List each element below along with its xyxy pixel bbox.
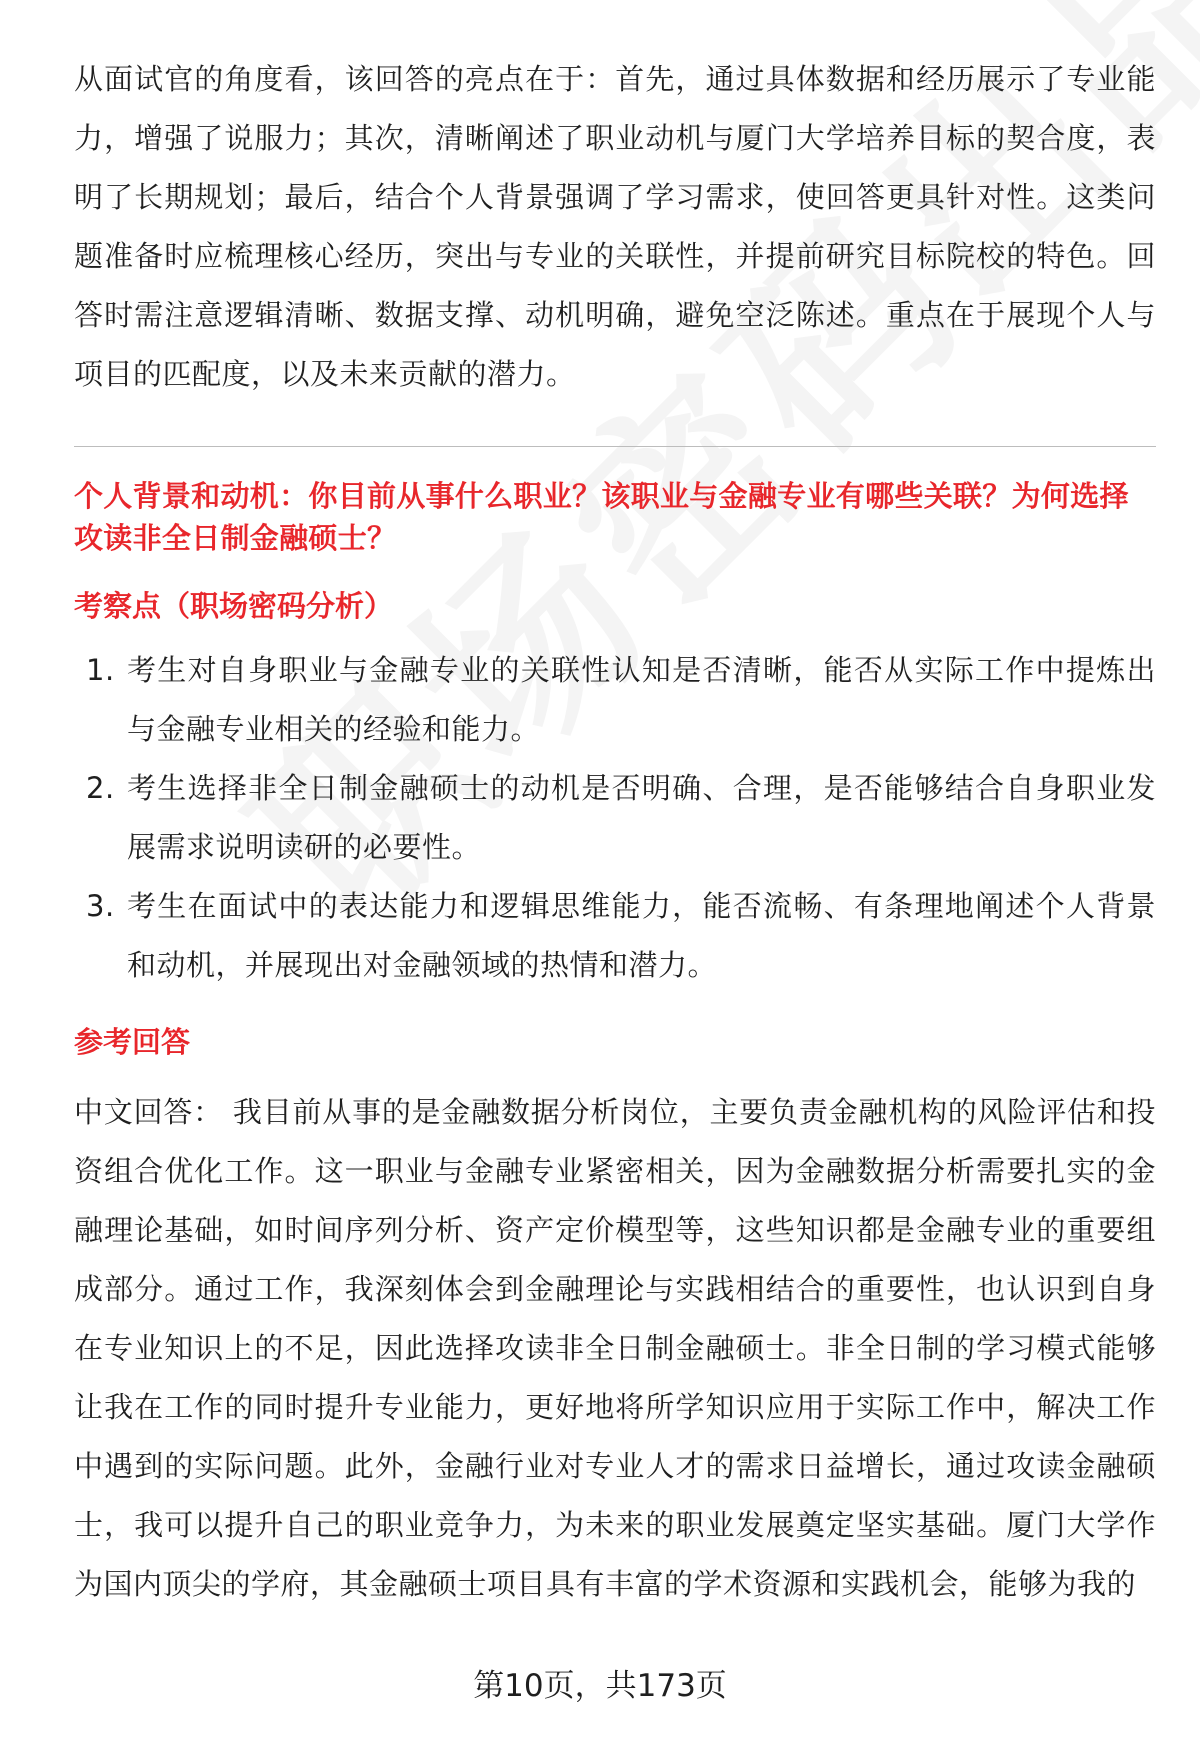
document-page	[74, 50, 1156, 1614]
list-item-number: 1.	[86, 653, 115, 687]
question-heading: 个人背景和动机：你目前从事什么职业？该职业与金融专业有哪些关联？为何选择攻读非全日制金融硕士？	[74, 479, 1129, 555]
list-item	[74, 759, 1156, 877]
list-item	[74, 877, 1156, 995]
list-item-text: 考生选择非全日制金融硕士的动机是否明确、合理，是否能够结合自身职业发展需求说明读研的必要性。	[127, 771, 1156, 864]
list-item-number: 3.	[86, 889, 115, 923]
points-title: 考察点（职场密码分析）	[74, 589, 394, 623]
reference-title: 参考回答	[74, 1025, 191, 1059]
intro-paragraph: 从面试官的角度看，该回答的亮点在于：首先，通过具体数据和经历展示了专业能力，增强了说服力；其次，清晰阐述了职业动机与厦门大学培养目标的契合度，表明了长期规划；最后，结合个人背景强调了学习需求，使回答更具针对性。这类问题准备时应梳理核心经历，突出与专业的关联性，并提前研究目标院校的特色。回答时需注意逻辑清晰、数据支撑、动机明确，避免空泛陈述。重点在于展现个人与项目的匹配度，以及未来贡献的潜力。	[74, 62, 1156, 391]
page-footer: 第10页，共173页	[473, 1668, 727, 1704]
section-divider	[74, 446, 1156, 447]
answer-paragraph: 中文回答： 我目前从事的是金融数据分析岗位，主要负责金融机构的风险评估和投资组合优化工作。这一职业与金融专业紧密相关，因为金融数据分析需要扎实的金融理论基础，如时间序列分析、资产定价模型等，这些知识都是金融专业的重要组成部分。通过工作，我深刻体会到金融理论与实践相结合的重要性，也认识到自身在专业知识上的不足，因此选择攻读非全日制金融硕士。非全日制的学习模式能够让我在工作的同时提升专业能力，更好地将所学知识应用于实际工作中，解决工作中遇到的实际问题。此外，金融行业对专业人才的需求日益增长，通过攻读金融硕士，我可以提升自己的职业竞争力，为未来的职业发展奠定坚实基础。厦门大学作为国内顶尖的学府，其金融硕士项目具有丰富的学术资源和实践机会，能够为我的	[74, 1095, 1156, 1601]
points-list	[74, 641, 1156, 995]
list-item	[74, 641, 1156, 759]
list-item-text: 考生对自身职业与金融专业的关联性认知是否清晰，能否从实际工作中提炼出与金融专业相关的经验和能力。	[127, 653, 1156, 746]
list-item-text: 考生在面试中的表达能力和逻辑思维能力，能否流畅、有条理地阐述个人背景和动机，并展现出对金融领域的热情和潜力。	[127, 889, 1156, 982]
list-item-number: 2.	[86, 771, 115, 805]
